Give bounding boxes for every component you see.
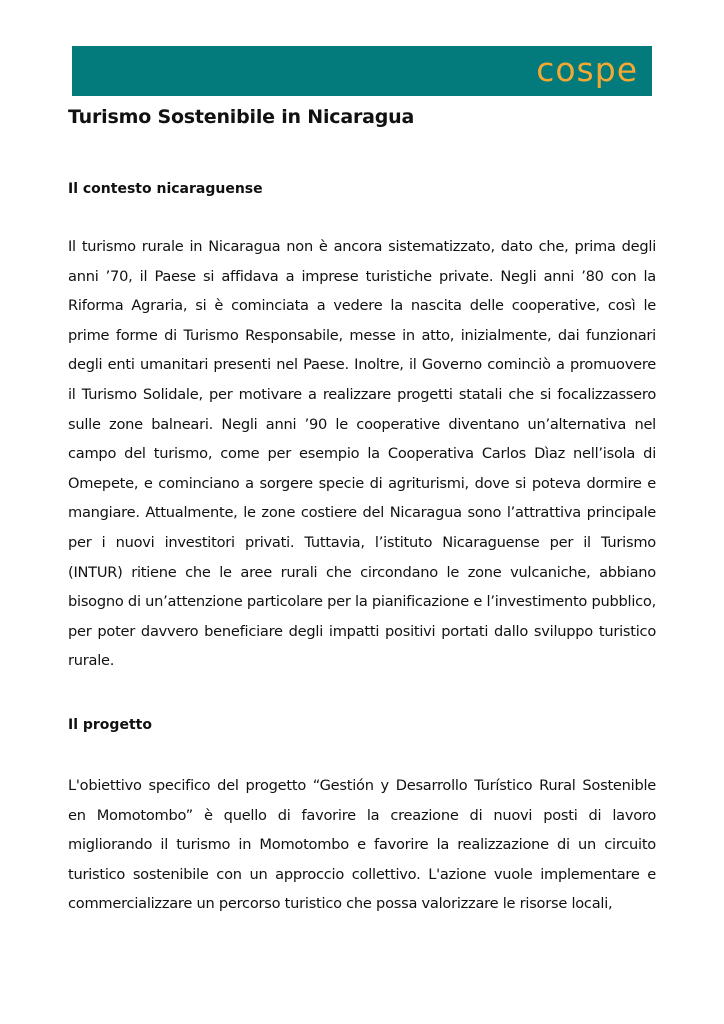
section-heading-contesto: Il contesto nicaraguense [68,181,263,197]
cospe-logo: cospe [536,50,638,89]
section-paragraph-contesto: Il turismo rurale in Nicaragua non è ancora sistematizzato, dato che, prima degli anni ’70, il Paese si affidava a imprese turistiche private. Negli anni ’80 con la Riforma Agraria, si è cominciata a vedere la nascita delle cooperative, così le prime forme di Turismo Responsabile, messe in atto, inizialmente, dai funzionari degli enti umanitari presenti nel Paese. Inoltre, il Governo cominciò a promuovere il Turismo Solidale, per motivare a realizzare progetti statali che si focalizzassero sulle zone balneari. Negli anni ’90 le cooperative diventano un’alternativa nel campo del turismo, come per esempio la Cooperativa Carlos Dìaz nell’isola di Omepete, e cominciano a sorgere specie di agriturismi, dove si poteva dormire e mangiare. Attualmente, le zone costiere del Nicaragua sono l’attrattiva principale per i nuovi investitori privati. Tuttavia, l’istituto Nicaraguense per il Turismo (INTUR) ritiene che le aree rurali che circondano le zone vulcaniche, abbiano bisogno di un’attenzione particolare per la pianificazione e l’investimento pubblico, per poter davvero beneficiare degli impatti positivi portati dallo sviluppo turistico rurale. [68,238,656,670]
section-paragraph-progetto: L'obiettivo specifico del progetto “Gestión y Desarrollo Turístico Rural Sostenible en Momotombo” è quello di favorire la creazione di nuovi posti di lavoro migliorando il turismo in Momotombo e favorire la realizzazione di un circuito turistico sostenibile con un approccio collettivo. L'azione vuole implementare e commercializzare un percorso turistico che possa valorizzare le risorse locali, [68,777,656,913]
document-title: Turismo Sostenibile in Nicaragua [68,106,415,128]
header-banner [72,46,652,96]
section-heading-progetto: Il progetto [68,717,152,733]
